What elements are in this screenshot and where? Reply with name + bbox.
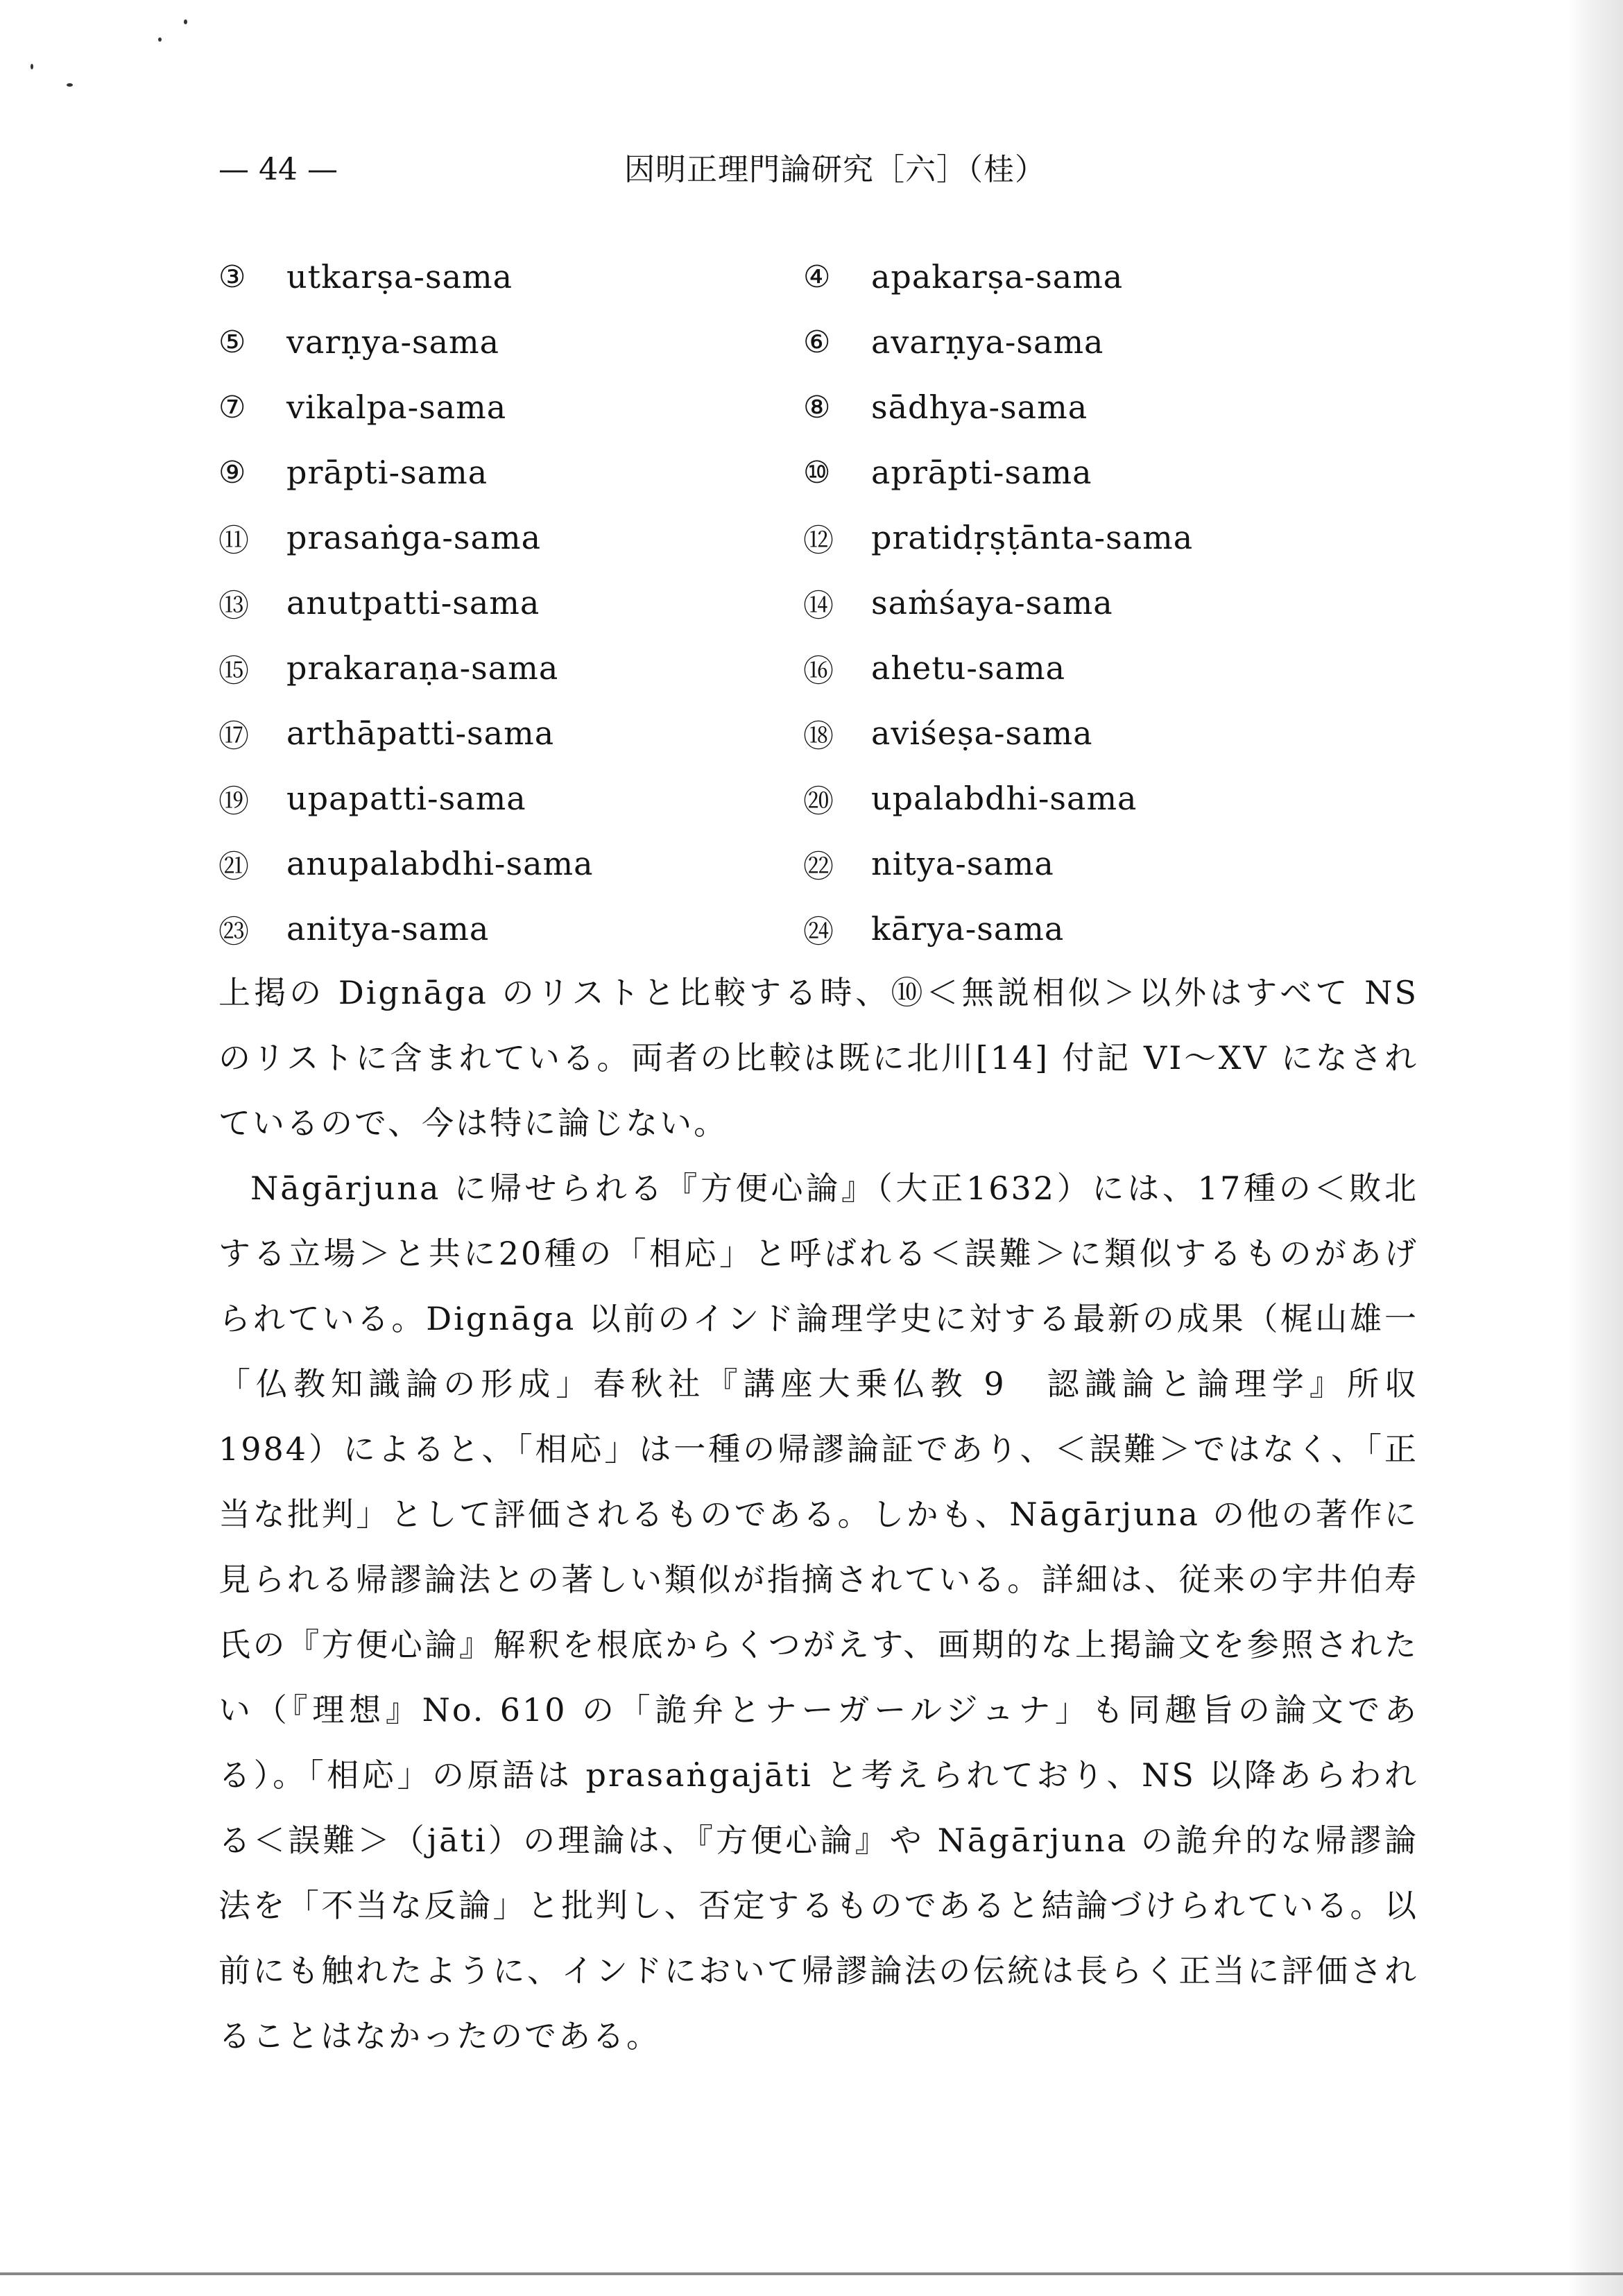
list-item-term: utkarṣa-sama (286, 258, 513, 295)
list-item (218, 570, 803, 635)
list-item-term: anutpatti-sama (286, 584, 540, 622)
paragraph-comparison: 上掲の Dignāga のリストと比較する時、⑩＜無説相似＞以外はすべて NS のリストに含まれている。両者の比較は既に北川[14] 付記 VI〜XV になされているので、今は特に論じない。 (218, 974, 1418, 1142)
page-number: — 44 — (218, 152, 338, 187)
bottom-edge-line (0, 2272, 1623, 2275)
scanned-page-edge (1568, 0, 1623, 2296)
list-item (803, 309, 1418, 375)
list-item (218, 244, 803, 309)
list-item (218, 309, 803, 375)
list-item (218, 635, 803, 701)
list-item-number: ⑯ (803, 653, 834, 689)
list-item (218, 440, 803, 505)
list-item-term: upapatti-sama (286, 780, 526, 817)
list-item-number: ⑧ (803, 389, 831, 425)
list-item-term: prāpti-sama (286, 454, 488, 491)
list-item-number: ㉔ (803, 914, 834, 950)
list-item-number: ⑭ (803, 588, 834, 624)
list-item-term: ahetu-sama (871, 649, 1066, 687)
list-item (803, 570, 1418, 635)
list-item (218, 766, 803, 831)
list-item-term: apakarṣa-sama (871, 258, 1124, 295)
paragraph-nagarjuna: Nāgārjuna に帰せられる『方便心論』（大正1632）には、17種の＜敗北する立場＞と共に20種の「相応」と呼ばれる＜誤難＞に類似するものがあげられている。Dignāga 以前のインド論理学史に対する最新の成果（梶山雄一「仏教知識論の形成」春秋社『講座大乗仏教 9 認識論と論理学』所収 1984）によると、「相応」は一種の帰謬論証であり、＜誤難＞ではなく、「正当な批判」として評価されるものである。しかも、Nāgārjuna の他の著作に見られる帰謬論法との著しい類似が指摘されている。詳細は、従来の宇井伯寿氏の『方便心論』解釈を根底からくつがえす、画期的な上掲論文を参照されたい（『理想』No. 610 の「詭弁とナーガールジュナ」も同趣旨の論文である）。「相応」の原語は prasaṅgajāti と考えられており、NS 以降あらわれる＜誤難＞（jāti）の理論は、『方便心論』や Nāgārjuna の詭弁的な帰謬論法を「不当な反論」と批判し、否定するものであると結論づけられている。以前にも触れたように、インドにおいて帰謬論法の伝統は長らく正当に評価されることはなかったのである。 (218, 1170, 1452, 2055)
list-item-term: saṁśaya-sama (871, 584, 1113, 622)
list-item-number: ⑪ (218, 523, 249, 558)
scan-speck (31, 64, 33, 69)
list-item-number: ⑲ (218, 784, 249, 819)
list-item-term: pratidṛṣṭānta-sama (871, 519, 1194, 556)
list-item (803, 244, 1418, 309)
list-item-term: avarṇya-sama (871, 323, 1104, 361)
list-item (803, 375, 1418, 440)
list-item-number: ③ (218, 259, 246, 295)
list-item (803, 766, 1418, 831)
list-item (218, 831, 803, 896)
list-item-term: aviśeṣa-sama (871, 714, 1093, 752)
list-item-term: upalabdhi-sama (871, 780, 1137, 817)
list-item-term: kārya-sama (871, 910, 1065, 948)
list-item (218, 896, 803, 961)
list-item-term: anitya-sama (286, 910, 490, 948)
list-item (803, 440, 1418, 505)
list-item-term: varṇya-sama (286, 323, 500, 361)
running-title: 因明正理門論研究［六］（桂） (624, 152, 1046, 187)
list-item-number: ④ (803, 259, 831, 295)
list-item-number: ⑨ (218, 454, 246, 490)
list-item-term: nitya-sama (871, 845, 1054, 882)
scan-speck (67, 83, 73, 87)
list-item-term: aprāpti-sama (871, 454, 1092, 491)
list-item-number: ⑬ (218, 588, 249, 624)
sophistry-type-list (218, 244, 1418, 961)
list-item (803, 505, 1418, 570)
list-item (218, 505, 803, 570)
list-item-number: ㉓ (218, 914, 249, 950)
list-item-term: prakaraṇa-sama (286, 649, 559, 687)
body-text (218, 960, 1452, 2068)
list-item-number: ㉑ (218, 849, 249, 884)
page-header (218, 146, 1418, 194)
list-item-number: ⑰ (218, 719, 249, 754)
list-item (803, 701, 1418, 766)
list-item (218, 375, 803, 440)
scan-speck (184, 19, 187, 24)
list-item (803, 635, 1418, 701)
list-item-number: ⑥ (803, 324, 831, 360)
list-item-term: vikalpa-sama (286, 388, 507, 426)
list-item-term: anupalabdhi-sama (286, 845, 594, 882)
list-item-number: ⑩ (803, 454, 831, 490)
list-item-number: ㉒ (803, 849, 834, 884)
list-item-term: prasaṅga-sama (286, 519, 542, 556)
list-item-term: sādhya-sama (871, 388, 1088, 426)
list-item (803, 831, 1418, 896)
list-item-term: arthāpatti-sama (286, 714, 555, 752)
list-item (218, 701, 803, 766)
list-item-number: ⑱ (803, 719, 834, 754)
list-item-number: ⑳ (803, 784, 834, 819)
list-item-number: ⑫ (803, 523, 834, 558)
list-item-number: ⑦ (218, 389, 246, 425)
list-item (803, 896, 1418, 961)
list-item-number: ⑤ (218, 324, 246, 360)
list-item-number: ⑮ (218, 653, 249, 689)
scan-speck (158, 37, 162, 42)
